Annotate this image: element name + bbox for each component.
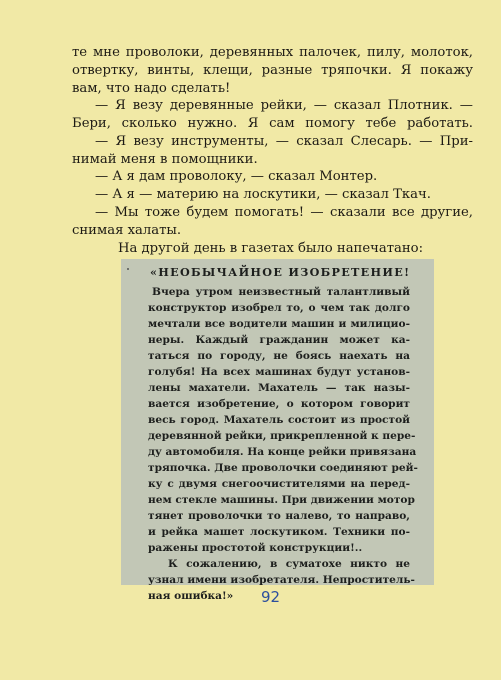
body-line: — Я везу инструменты, — сказал Слесарь. — При-	[95, 134, 473, 149]
newspaper-line: лены махатели. Махатель — так назы-	[148, 382, 410, 394]
newspaper-headline: «НЕОБЫЧАЙНОЕ ИЗОБРЕТЕНИЕ!	[150, 265, 411, 279]
newspaper-line: К сожалению, в суматохе никто не	[168, 558, 410, 570]
newspaper-line: деревянной рейки, прикрепленной к пере-	[148, 430, 416, 442]
newspaper-line: тянет проволочки то налево, то направо,	[148, 510, 410, 522]
newspaper-line: весь город. Махатель состоит из простой	[148, 414, 410, 426]
newspaper-line: мечтали все водители машин и милицио-	[148, 318, 410, 330]
newspaper-line: нем стекле машины. При движении мотор	[148, 494, 415, 506]
newspaper-line: ражены простотой конструкции!..	[148, 542, 363, 554]
body-line: — А я дам проволоку, — сказал Монтер.	[95, 169, 378, 184]
body-line: Бери, сколько нужно. Я сам помогу тебе работать.	[72, 116, 473, 131]
newspaper-line: узнал имени изобретателя. Непроститель-	[148, 574, 415, 586]
newspaper-line: неры. Каждый гражданин может ка-	[148, 334, 410, 346]
page-number: 92	[261, 588, 281, 606]
newspaper-line: конструктор изобрел то, о чем так долго	[148, 302, 410, 314]
newspaper-line: ду автомобиля. На конце рейки привязана	[148, 446, 417, 458]
newspaper-line: тряпочка. Две проволочки соединяют рей-	[148, 462, 418, 474]
body-line: нимай меня в помощники.	[72, 152, 258, 167]
newspaper-line: голубя! На всех машинах будут установ-	[148, 366, 410, 378]
newspaper-line: таться по городу, не боясь наехать на	[148, 350, 410, 362]
body-line: отвертку, винты, клещи, разные тряпочки. Я покажу	[72, 63, 473, 78]
newspaper-line: Вчера утром неизвестный талантливый	[152, 286, 410, 298]
body-line: те мне проволоки, деревянных палочек, пилу, молоток,	[72, 45, 473, 60]
newspaper-line: вается изобретение, о котором говорит	[148, 398, 410, 410]
print-speck	[127, 268, 129, 270]
newspaper-line: и рейка машет лоскутиком. Техники по-	[148, 526, 410, 538]
body-line: — Я везу деревянные рейки, — сказал Плотник. —	[95, 98, 473, 113]
newspaper-line: ная ошибка!»	[148, 590, 234, 602]
body-line: — Мы тоже будем помогать! — сказали все другие,	[95, 205, 473, 220]
body-line: вам, что надо сделать!	[72, 81, 231, 96]
newspaper-line: ку с двумя снегоочистителями на перед-	[148, 478, 410, 490]
body-line: — А я — материю на лоскутики, — сказал Ткач.	[95, 187, 431, 202]
body-line: снимая халаты.	[72, 223, 182, 238]
body-line: На другой день в газетах было напечатано:	[118, 241, 424, 256]
